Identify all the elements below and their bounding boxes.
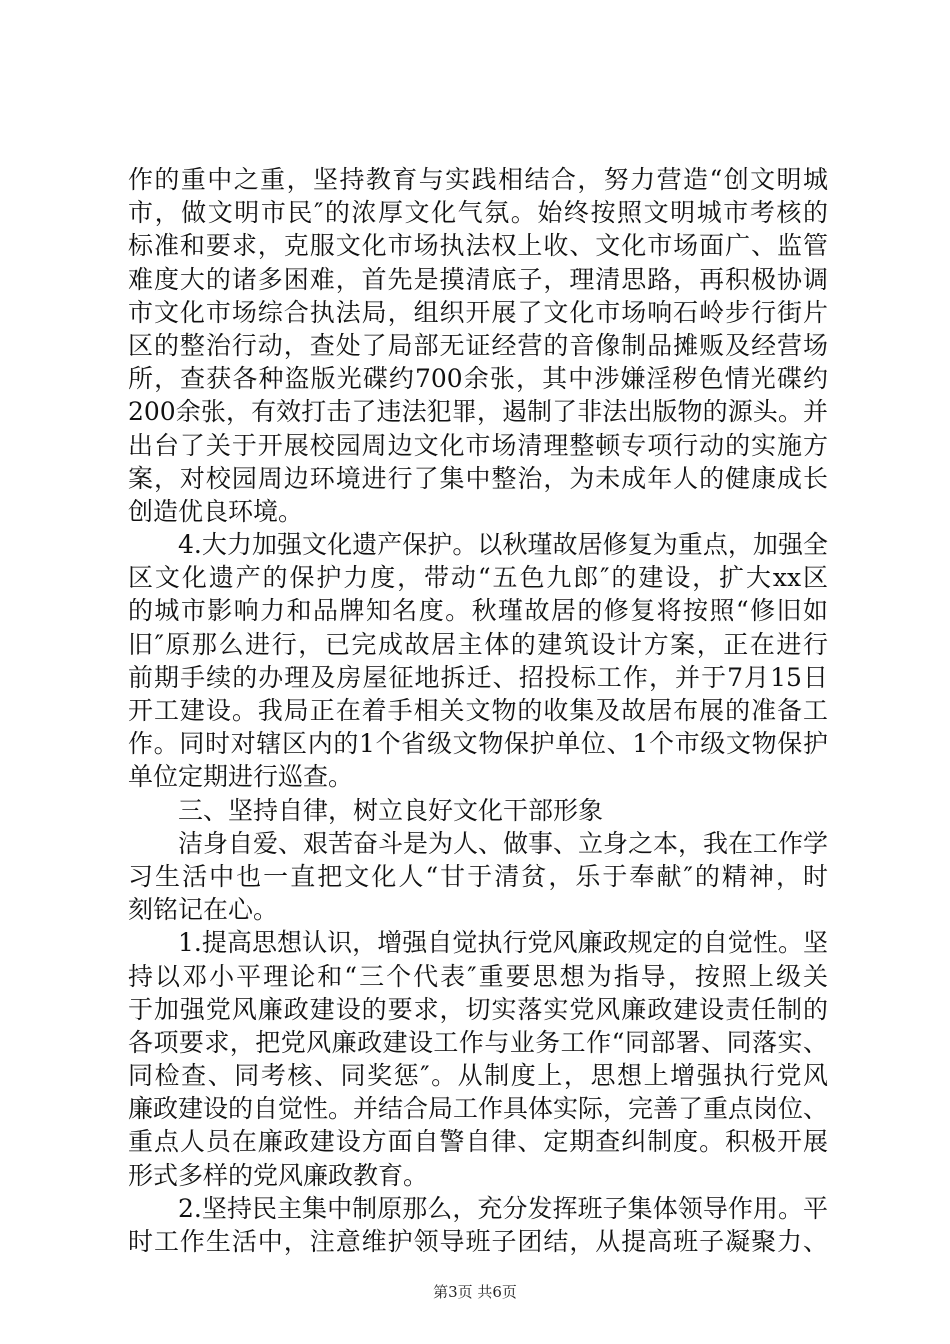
- text-line: 各项要求，把党风廉政建设工作与业务工作“同部署、同落实、: [128, 1027, 828, 1057]
- text-line: 洁身自爱、艰苦奋斗是为人、做事、立身之本，我在工作学: [178, 828, 829, 858]
- text-line: 于加强党风廉政建设的要求，切实落实党风廉政建设责任制的: [128, 994, 828, 1024]
- text-line: 4.大力加强文化遗产保护。以秋瑾故居修复为重点，加强全: [178, 530, 828, 560]
- section-heading: 三、坚持自律，树立良好文化干部形象: [178, 795, 604, 825]
- text-line: 200余张，有效打击了违法犯罪，遏制了非法出版物的源头。并: [128, 397, 828, 427]
- text-line: 的城市影响力和品牌知名度。秋瑾故居的修复将按照“修旧如: [128, 596, 828, 626]
- text-line: 市文化市场综合执法局，组织开展了文化市场响石岭步行街片: [128, 297, 828, 327]
- text-line: 作。同时对辖区内的1个省级文物保护单位、1个市级文物保护: [128, 729, 828, 759]
- text-line: 所，查获各种盗版光碟约700余张，其中涉嫌淫秽色情光碟约: [128, 364, 828, 394]
- text-line: 标准和要求，克服文化市场执法权上收、文化市场面广、监管: [128, 231, 828, 261]
- text-line: 1.提高思想认识，增强自觉执行党风廉政规定的自觉性。坚: [178, 928, 828, 958]
- page-number-label: 第3页 共6页: [433, 1283, 517, 1301]
- text-line: 市，做文明市民″的浓厚文化气氛。始终按照文明城市考核的: [128, 198, 828, 228]
- text-line: 刻铭记在心。: [128, 895, 279, 925]
- text-line: 区文化遗产的保护力度，带动“五色九郎″的建设，扩大xx区: [128, 563, 828, 593]
- text-line: 形式多样的党风廉政教育。: [128, 1160, 429, 1190]
- text-line: 持以邓小平理论和“三个代表″重要思想为指导，按照上级关: [128, 961, 828, 991]
- text-line: 时工作生活中，注意维护领导班子团结，从提高班子凝聚力、: [128, 1227, 828, 1256]
- body-text: [128, 163, 828, 1258]
- text-line: 创造优良环境。: [128, 496, 304, 526]
- text-line: 案，对校园周边环境进行了集中整治，为未成年人的健康成长: [128, 463, 828, 493]
- text-line: 作的重中之重，坚持教育与实践相结合，努力营造“创文明城: [128, 165, 828, 194]
- page-footer: [0, 1282, 950, 1302]
- text-line: 出台了关于开展校园周边文化市场清理整顿专项行动的实施方: [128, 430, 828, 460]
- text-line: 区的整治行动，查处了局部无证经营的音像制品摊贩及经营场: [128, 330, 828, 360]
- text-line: 2.坚持民主集中制原那么，充分发挥班子集体领导作用。平: [178, 1193, 828, 1223]
- text-line: 开工建设。我局正在着手相关文物的收集及故居布展的准备工: [128, 696, 828, 725]
- text-line: 习生活中也一直把文化人“甘于清贫，乐于奉献″的精神，时: [128, 861, 828, 891]
- text-line: 同检查、同考核、同奖惩″。从制度上，思想上增强执行党风: [128, 1061, 828, 1091]
- text-line: 单位定期进行巡查。: [128, 762, 354, 792]
- text-line: 难度大的诸多困难，首先是摸清底子，理清思路，再积极协调: [128, 264, 828, 294]
- text-line: 廉政建设的自觉性。并结合局工作具体实际，完善了重点岗位、: [128, 1094, 829, 1124]
- text-line: 旧″原那么进行，已完成故居主体的建筑设计方案，正在进行: [128, 629, 828, 659]
- text-line: 重点人员在廉政建设方面自警自律、定期查纠制度。积极开展: [128, 1127, 828, 1157]
- text-line: 前期手续的办理及房屋征地拆迁、招投标工作，并于7月15日: [128, 662, 828, 692]
